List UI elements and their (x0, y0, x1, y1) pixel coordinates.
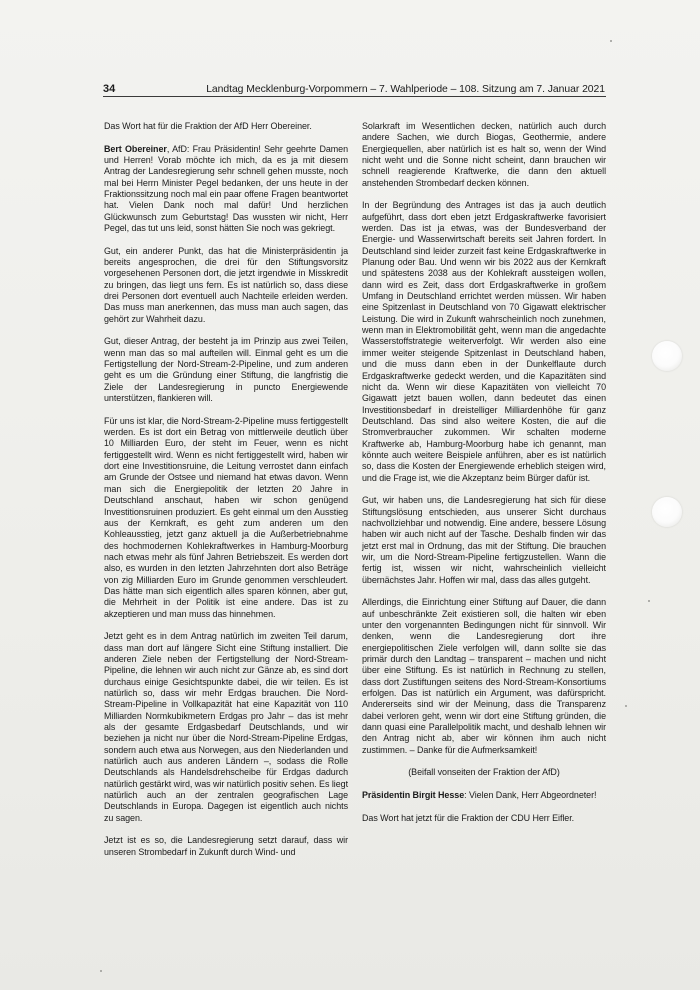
page-number: 34 (103, 83, 116, 95)
paragraph: Das Wort hat für die Fraktion der AfD Herr Obereiner. (104, 121, 312, 131)
paragraph (362, 790, 606, 801)
paragraph: Solarkraft im Wesentlichen decken, natürlich auch durch andere Sachen, wie durch Biogas, Geothermie, andere Energiequellen, aber natürlich ist es halt so, wenn der Wind nicht weht und die Sonne nicht scheint, dann brauchen wir schnell reagierende Kraftwerke, die dann den aktuell anstehenden Strombedarf decken können. (362, 121, 606, 188)
speaker-name: Präsidentin Birgit Hesse (362, 790, 465, 801)
paragraph: In der Begründung des Antrages ist das ja auch deutlich aufgeführt, dass dort eben jetzt Erdgaskraftwerke favorisiert werden. Das ist ja etwas, was der Bundesverband der Energie- und Wasserwirtschaft bereits seit Jahren fordert. In Deutschland sind leider zurzeit fast keine Erdgaskraftwerke in Planung oder Bau. Und wenn wir bis 2022 aus der Kernkraft und spätestens 2038 aus der Kohlekraft aussteigen wollen, dann wird es Zeit, dass dort Erdgaskraftwerke in großem Umfang in Deutschland errichtet werden müssen. Wir haben eine Spitzenlast in Deutschland von 70 Gigawatt elektrischer Leistung. Die wird in Zukunft wahrscheinlich noch zunehmen, wenn man in Elektromobilität geht, wenn man die angedachte Wasserstoffstrategie weiterverfolgt. Wir werden also eine immer weiter steigende Spitzenlast in Deutschland haben, und die muss dann eben in der Dunkelflaute durch Erdgaskraftwerke gedeckt werden, und die Kapazitäten sind nicht da. Wenn wir diese Kapazitäten von vielleicht 70 Gigawatt jetzt bauen wollen, dann bedeutet das einen Investitionsbedarf in dreistelliger Milliardenhöhe für ganz Deutschland. Das sind also weitere Kosten, die auf die Stromverbraucher zukommen. Wir schalten moderne Kraftwerke ab, Hamburg-Moorburg habe ich genannt, man könnte auch weitere Beispiele anführen, aber es ist natürlich so, dass die Kosten der Energiewende erheblich steigen wird, und die Frage ist, wie die Akzeptanz beim Bürger dafür ist. (362, 200, 606, 483)
paragraph: Gut, wir haben uns, die Landesregierung hat sich für diese Stiftungslösung entschieden, aus unserer Sicht durchaus nachvollziehbar und notwendig. Eine andere, bessere Lösung haben wir auch nicht auf der Tasche. Deshalb finden wir das jetzt erst mal in Ordnung, das mit der Stiftung. Die brauchen wir, um die Nord-Stream-Pipeline fertigzustellen. Wann die fertig ist, wissen wir nicht, wahrscheinlich vielleicht übernächstes Jahr. Hoffen wir mal, dass das alles gutgeht. (362, 495, 606, 585)
speech-text: : Vielen Dank, Herr Abgeordneter! (464, 790, 597, 801)
paragraph: Jetzt ist es so, die Landesregierung setzt darauf, dass wir unseren Strombedarf in Zukunft durch Wind- und (104, 835, 348, 857)
left-column (104, 121, 348, 869)
paragraph: Das Wort hat jetzt für die Fraktion der CDU Herr Eifler. (362, 812, 575, 823)
scan-speck (610, 40, 612, 42)
paragraph: Gut, dieser Antrag, der besteht ja im Prinzip aus zwei Teilen, wenn man das so mal aufteilen will. Einmal geht es um die Fertigstellung der Nord-Stream-2-Pipeline, und zum anderen geht es um die Gründung einer Stiftung, die langfristig die Ziele der Landesregierung in puncto Energiewende unterstützen, flankieren will. (104, 336, 348, 404)
scan-speck (648, 600, 650, 602)
punch-hole (652, 497, 682, 527)
punch-hole (652, 341, 682, 371)
paragraph: Allerdings, die Einrichtung einer Stiftung auf Dauer, die dann auf unbeschränkte Zeit existieren soll, die halten wir eben unter den vorgenannten Bedingungen nicht für sinnvoll. Wir denken, wenn die Landesregierung dort ihre energiepolitischen Ziele verfolgen will, dann sollte sie das primär durch den Landtag – transparent – machen und nicht über eine Stiftung. Es ist natürlich in Rechnung zu stellen, dass dort Zustiftungen seitens des Nord-Stream-Konsortiums erfolgen. Das ist natürlich ein Argument, was dafürspricht. Andererseits sind wir der Meinung, dass die Transparenz dabei verloren geht, wenn wir dort eine Stiftung gründen, die dann quasi eine Parallelpolitik macht, und deshalb lehnen wir den Antrag nicht ab, aber wir können ihm auch nicht zustimmen. – Danke für die Aufmerksamkeit! (362, 597, 606, 755)
paragraph (104, 144, 348, 235)
right-column (362, 121, 606, 835)
scan-speck (100, 970, 102, 972)
applause-note: (Beifall vonseiten der Fraktion der AfD) (408, 767, 560, 778)
speech-text: , AfD: Frau Präsidentin! Sehr geehrte Damen und Herren! Vorab möchte ich mich, da es ja mit diesem Antrag der Landesregierung sehr schnell gehen musste, noch mal bei Herrn Minister Pegel bedanken, der uns heute in der Fraktionssitzung noch mal ein paar offene Fragen beantwortet hat. Vielen Dank noch mal dafür! Und herzlichen Glückwunsch zum Geburtstag! Das wussten wir nicht, Herr Pegel, das tut uns leid, sonst hätten Sie noch was gekriegt. (104, 143, 349, 234)
header-rule (103, 96, 606, 97)
paragraph: Für uns ist klar, die Nord-Stream-2-Pipeline muss fertiggestellt werden. Es ist dort ein Betrag von mittlerweile deutlich über 10 Milliarden Euro, der steht im Feuer, wenn es nicht fertiggestellt wird. Wenn es nicht fertiggestellt wird, haben wir dort eine Investitionsruine, die Leitung verrostet dann einfach am Grunde der Ostsee und niemand hat etwas davon. Wenn man sich die Energiepolitik der letzten 20 Jahre in Deutschland anschaut, haben wir schon genügend Investitionsruinen produziert. Es geht einmal um den Ausstieg aus der Kernkraft, es geht zum anderen um den Kohleausstieg, jetzt ganz aktuell ja die Außerbetriebnahme des hochmodernen Kohlekraftwerkes in Hamburg-Moorburg nach etwas mehr als fünf Jahren Betriebszeit. Es werden dort also, es wurden in den letzten Jahrzehnten dort also Beträge von zig Milliarden Euro im Grunde genommen verschleudert. Das hätte man sich eigentlich alles sparen können, aber gut, die Mehrheit in der Politik ist eine andere. Das ist zu akzeptieren und man muss das hinnehmen. (104, 415, 348, 619)
scan-speck (625, 705, 627, 707)
running-title: Landtag Mecklenburg-Vorpommern – 7. Wahlperiode – 108. Sitzung am 7. Januar 2021 (206, 84, 605, 95)
paragraph: Jetzt geht es in dem Antrag natürlich im zweiten Teil darum, dass man dort auf längere Sicht eine Stiftung installiert. Die anderen Ziele neben der Fertigstellung der Nord-Stream-Pipeline, die lehnen wir auch nicht zur Gänze ab, es sind dort durchaus einige Gesichtspunkte dabei, die wir teilen. Es ist natürlich so, dass wir mehr Erdgas brauchen. Die Nord-Stream-Pipeline in Vollkapazität hat eine Kapazität von 110 Milliarden Normkubikmetern Erdgas pro Jahr – das ist mehr als der gesamte Erdgasbedarf Deutschlands, und wir beziehen ja nicht nur über die Nord-Stream-Pipeline Erdgas, sondern auch etwa aus Norwegen, aus den Niederlanden und natürlich auch aus anderen Ländern –, sodass die Rolle Deutschlands als Handelsdrehscheibe für Erdgas dadurch natürlich gestärkt wird, was wir natürlich positiv sehen. Es liegt natürlich auch an der zentralen geografischen Lage Deutschlands in Europa. Dagegen ist eigentlich auch nichts zu sagen. (104, 631, 348, 823)
paragraph: Gut, ein anderer Punkt, das hat die Ministerpräsidentin ja bereits angesprochen, die drei für den Stiftungsvorsitz vorgesehenen Personen dort, die jetzt irgendwie in Misskredit zu bringen, das liegt uns fern. Es ist natürlich so, dass diese drei Personen dort eventuell auch Nachteile erleiden werden. Das muss man anerkennen, das muss man auch sagen, das gehört zur Wahrheit dazu. (104, 245, 348, 324)
page-header (103, 83, 605, 95)
speaker-name: Bert Obereiner (104, 143, 167, 154)
